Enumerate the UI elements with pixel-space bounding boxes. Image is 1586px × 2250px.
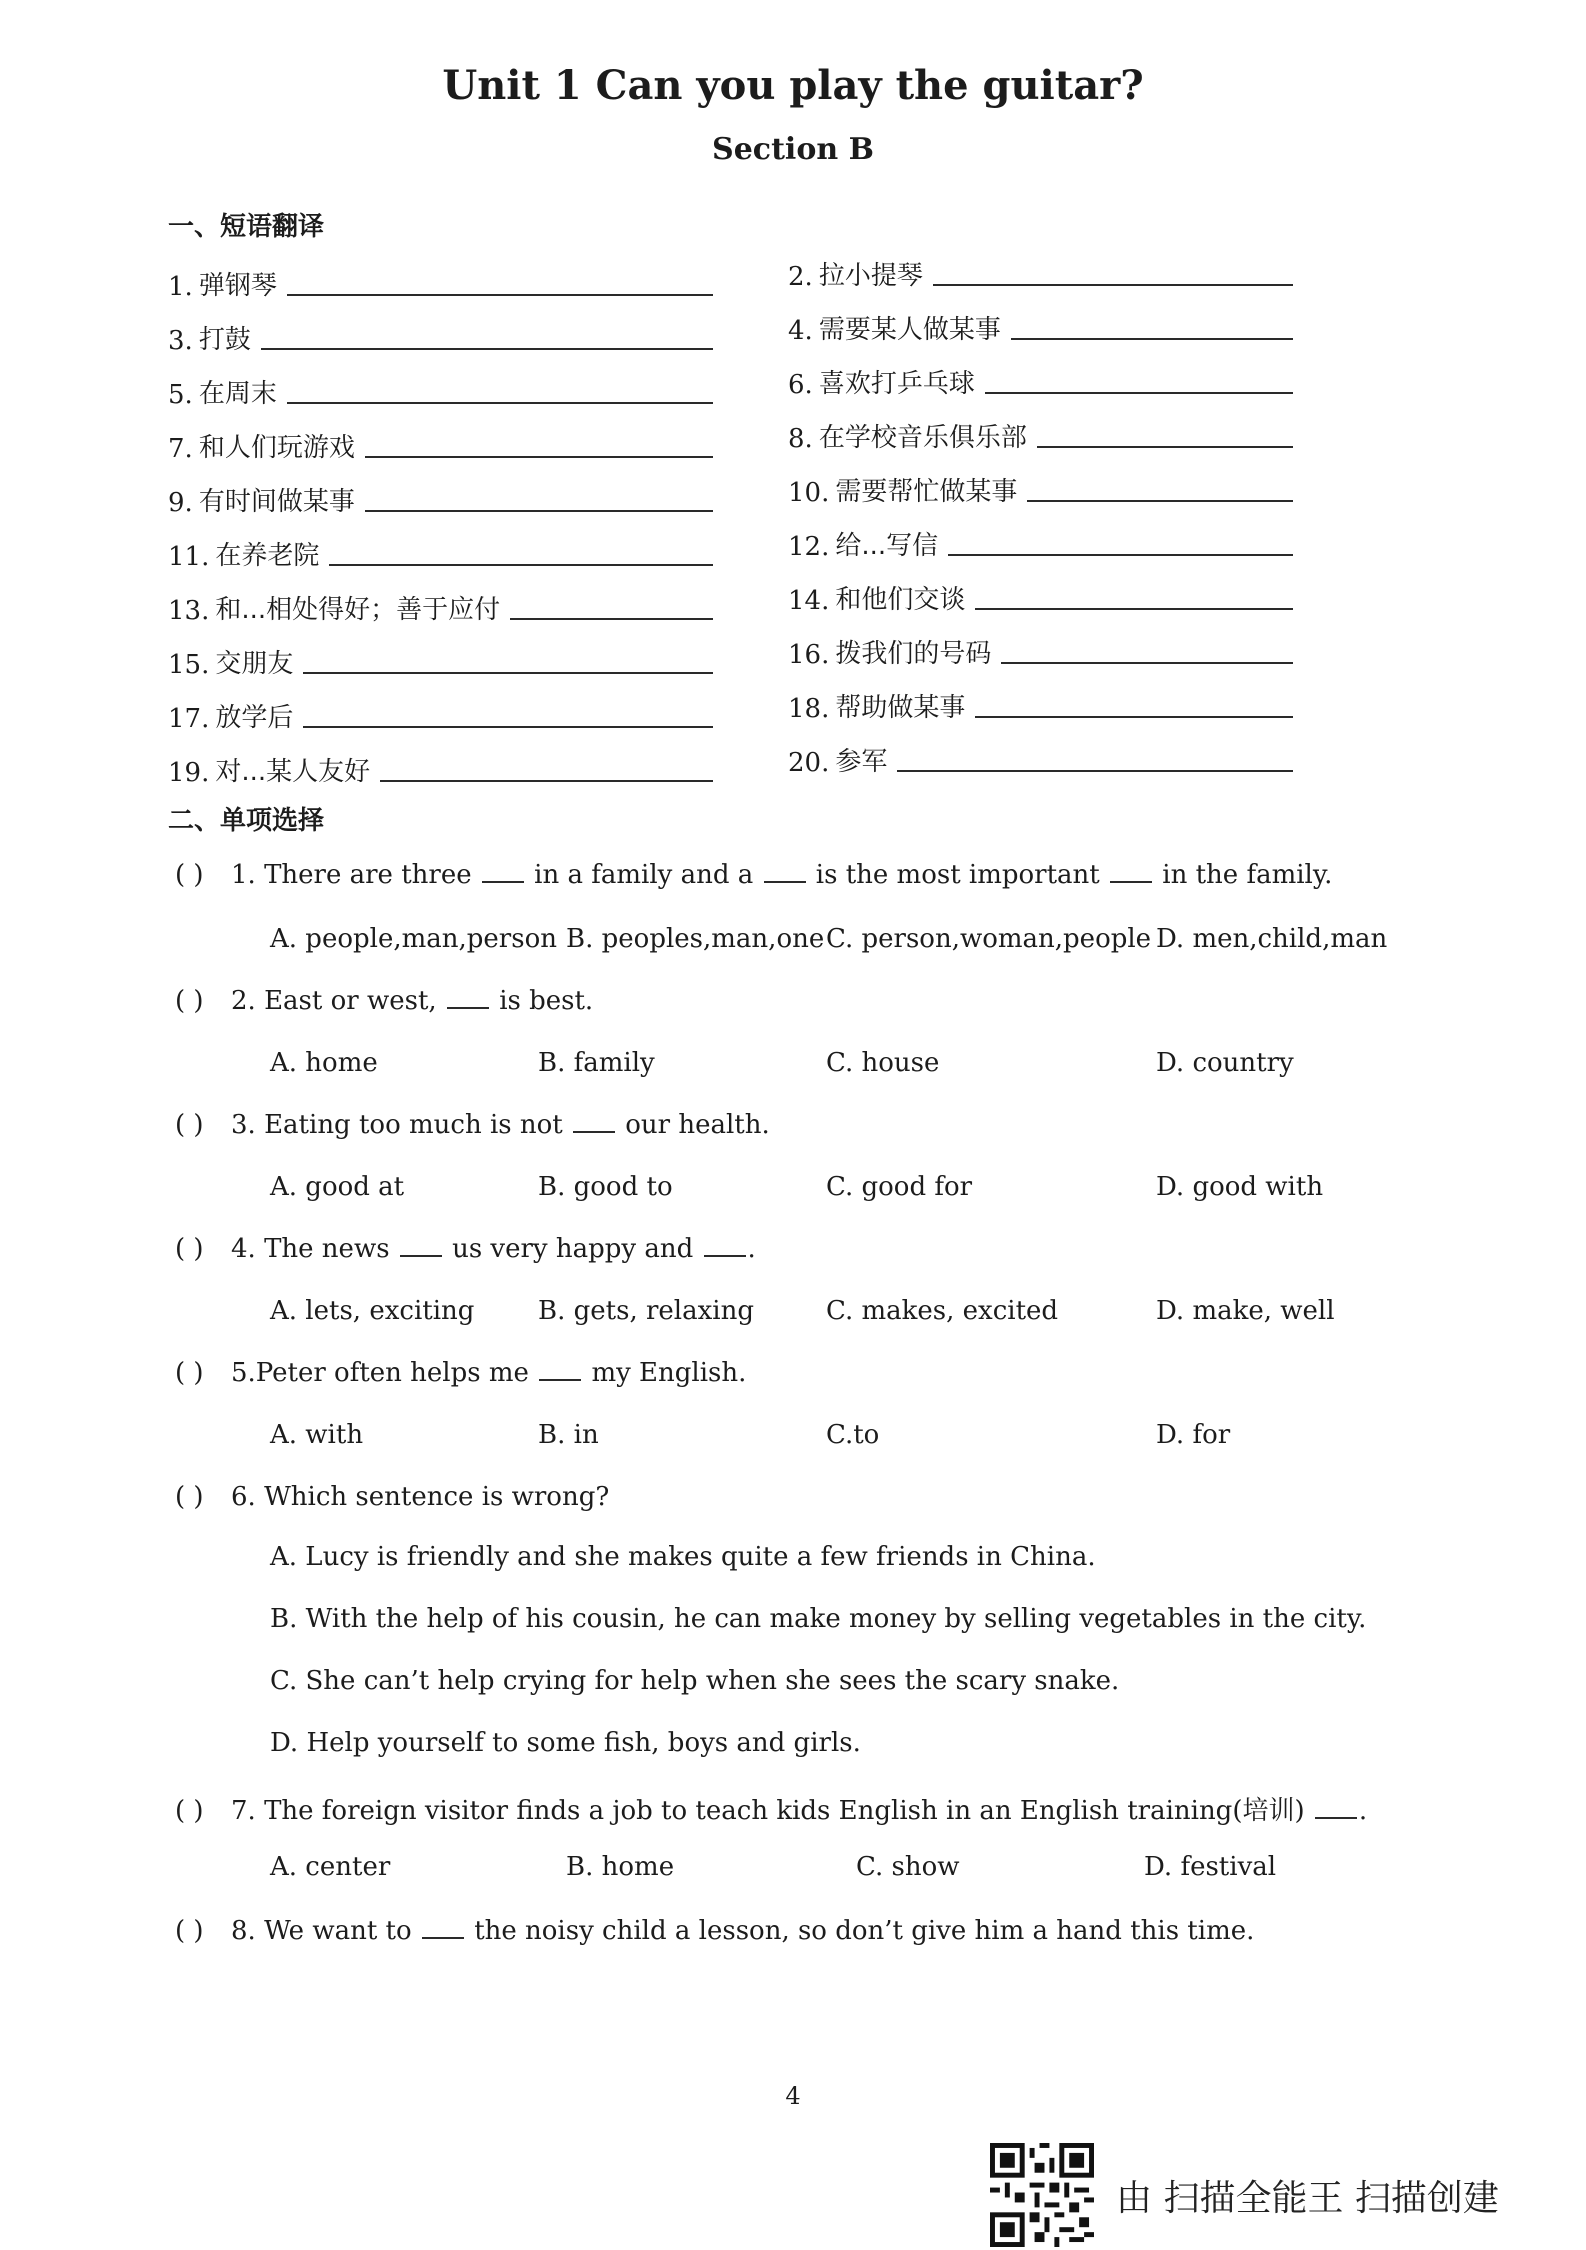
answer-parens[interactable]: ( ): [175, 1358, 204, 1388]
scanner-footer: [990, 2140, 1499, 2250]
option-a[interactable]: A. with: [270, 1420, 364, 1450]
scanner-watermark-text: 由 扫描全能王 扫描创建: [1116, 2177, 1499, 2219]
option-c[interactable]: C. person,woman,people: [826, 924, 1152, 954]
option-d[interactable]: D. for: [1156, 1420, 1231, 1450]
answer-line[interactable]: [1011, 338, 1293, 340]
blank: [1110, 880, 1152, 883]
options-row: [270, 1420, 1410, 1456]
answer-parens[interactable]: ( ): [175, 1234, 204, 1264]
option-c[interactable]: C. She can’t help crying for help when she sees the scary snake.: [270, 1666, 1120, 1696]
phrase-item: 13. 和...相处得好；善于应付: [168, 582, 713, 626]
answer-line[interactable]: [948, 554, 1293, 556]
phrase-item: 11. 在养老院: [168, 528, 713, 572]
blank: [573, 1130, 615, 1133]
option-c[interactable]: C. show: [856, 1852, 960, 1882]
phrase-item: 10. 需要帮忙做某事: [788, 464, 1293, 508]
blank: [704, 1254, 746, 1257]
option-b[interactable]: B. in: [538, 1420, 599, 1450]
section-subtitle: Section B: [712, 132, 874, 167]
answer-line[interactable]: [380, 780, 713, 782]
option-b[interactable]: B. peoples,man,one: [566, 924, 825, 954]
answer-parens[interactable]: ( ): [175, 1916, 204, 1946]
option-b[interactable]: B. family: [538, 1048, 655, 1078]
page-number: 4: [785, 2082, 801, 2110]
question-6: ( ) 6. Which sentence is wrong?: [175, 1482, 610, 1512]
answer-line[interactable]: [365, 456, 713, 458]
blank: [482, 880, 524, 883]
answer-line[interactable]: [975, 716, 1293, 718]
option-a[interactable]: A. center: [270, 1852, 391, 1882]
question-4: ( ) 4. The news us very happy and .: [175, 1234, 756, 1264]
blank: [400, 1254, 442, 1257]
phrase-item: 7. 和人们玩游戏: [168, 420, 713, 464]
option-d[interactable]: D. country: [1156, 1048, 1294, 1078]
option-c[interactable]: C.to: [826, 1420, 880, 1450]
answer-parens[interactable]: ( ): [175, 986, 204, 1016]
phrase-item: 2. 拉小提琴: [788, 248, 1293, 292]
answer-line[interactable]: [933, 284, 1293, 286]
part2-heading: 二、单项选择: [168, 806, 325, 836]
answer-line[interactable]: [261, 348, 713, 350]
option-d[interactable]: D. Help yourself to some fish, boys and girls.: [270, 1728, 861, 1758]
answer-line[interactable]: [287, 294, 713, 296]
option-b[interactable]: B. With the help of his cousin, he can make money by selling vegetables in the city.: [270, 1604, 1367, 1634]
answer-line[interactable]: [1001, 662, 1293, 664]
answer-line[interactable]: [329, 564, 713, 566]
phrase-item: 15. 交朋友: [168, 636, 713, 680]
blank: [539, 1378, 581, 1381]
option-b[interactable]: B. gets, relaxing: [538, 1296, 754, 1326]
answer-line[interactable]: [1037, 446, 1293, 448]
option-c[interactable]: C. makes, excited: [826, 1296, 1059, 1326]
question-8: ( ) 8. We want to the noisy child a lesson, so don’t give him a hand this time.: [175, 1916, 1255, 1946]
phrase-item: 17. 放学后: [168, 690, 713, 734]
question-1: ( ) 1. There are three in a family and a is the most important in the family.: [175, 860, 1333, 890]
answer-line[interactable]: [365, 510, 713, 512]
qr-code-icon: [990, 2143, 1094, 2247]
blank: [1315, 1816, 1357, 1819]
phrase-item: 16. 拨我们的号码: [788, 626, 1293, 670]
answer-parens[interactable]: ( ): [175, 1482, 204, 1512]
options-row: [270, 1048, 1410, 1084]
options-row: [270, 1172, 1410, 1208]
phrase-item: 3. 打鼓: [168, 312, 713, 356]
question-7: ( ) 7. The foreign visitor finds a job to teach kids English in an English training(培训) .: [175, 1796, 1368, 1826]
option-d[interactable]: D. men,child,man: [1156, 924, 1388, 954]
phrase-item: 8. 在学校音乐俱乐部: [788, 410, 1293, 454]
answer-line[interactable]: [1027, 500, 1293, 502]
option-b[interactable]: B. good to: [538, 1172, 673, 1202]
question-2: ( ) 2. East or west, is best.: [175, 986, 594, 1016]
option-a[interactable]: A. lets, exciting: [270, 1296, 475, 1326]
answer-parens[interactable]: ( ): [175, 1796, 204, 1826]
answer-line[interactable]: [303, 726, 713, 728]
option-d[interactable]: D. good with: [1156, 1172, 1324, 1202]
option-c[interactable]: C. good for: [826, 1172, 973, 1202]
phrase-item: 5. 在周末: [168, 366, 713, 410]
options-row: [270, 1296, 1410, 1332]
answer-line[interactable]: [303, 672, 713, 674]
option-a[interactable]: A. good at: [270, 1172, 405, 1202]
phrase-item: 19. 对...某人友好: [168, 744, 713, 788]
answer-parens[interactable]: ( ): [175, 860, 204, 890]
answer-line[interactable]: [897, 770, 1293, 772]
question-3: ( ) 3. Eating too much is not our health.: [175, 1110, 770, 1140]
blank: [422, 1936, 464, 1939]
phrase-item: 20. 参军: [788, 734, 1293, 778]
option-a[interactable]: A. Lucy is friendly and she makes quite a few friends in China.: [270, 1542, 1096, 1572]
option-b[interactable]: B. home: [566, 1852, 675, 1882]
phrase-item: 1. 弹钢琴: [168, 258, 713, 302]
phrase-item: 4. 需要某人做某事: [788, 302, 1293, 346]
option-a[interactable]: A. people,man,person: [270, 924, 557, 954]
phrase-item: 9. 有时间做某事: [168, 474, 713, 518]
answer-line[interactable]: [985, 392, 1293, 394]
phrase-item: 12. 给...写信: [788, 518, 1293, 562]
phrase-item: 18. 帮助做某事: [788, 680, 1293, 724]
answer-line[interactable]: [510, 618, 713, 620]
blank: [447, 1006, 489, 1009]
option-c[interactable]: C. house: [826, 1048, 940, 1078]
options-row: [270, 924, 1410, 960]
phrase-item: 14. 和他们交谈: [788, 572, 1293, 616]
option-a[interactable]: A. home: [270, 1048, 378, 1078]
option-d[interactable]: D. make, well: [1156, 1296, 1335, 1326]
options-row: [270, 1852, 1410, 1888]
answer-line[interactable]: [287, 402, 713, 404]
answer-parens[interactable]: ( ): [175, 1110, 204, 1140]
option-d[interactable]: D. festival: [1144, 1852, 1277, 1882]
phrase-item: 6. 喜欢打乒乓球: [788, 356, 1293, 400]
blank: [764, 880, 806, 883]
question-5: ( ) 5.Peter often helps me my English.: [175, 1358, 747, 1388]
page-title: Unit 1 Can you play the guitar?: [442, 62, 1144, 109]
answer-line[interactable]: [975, 608, 1293, 610]
part1-heading: 一、短语翻译: [168, 212, 325, 242]
